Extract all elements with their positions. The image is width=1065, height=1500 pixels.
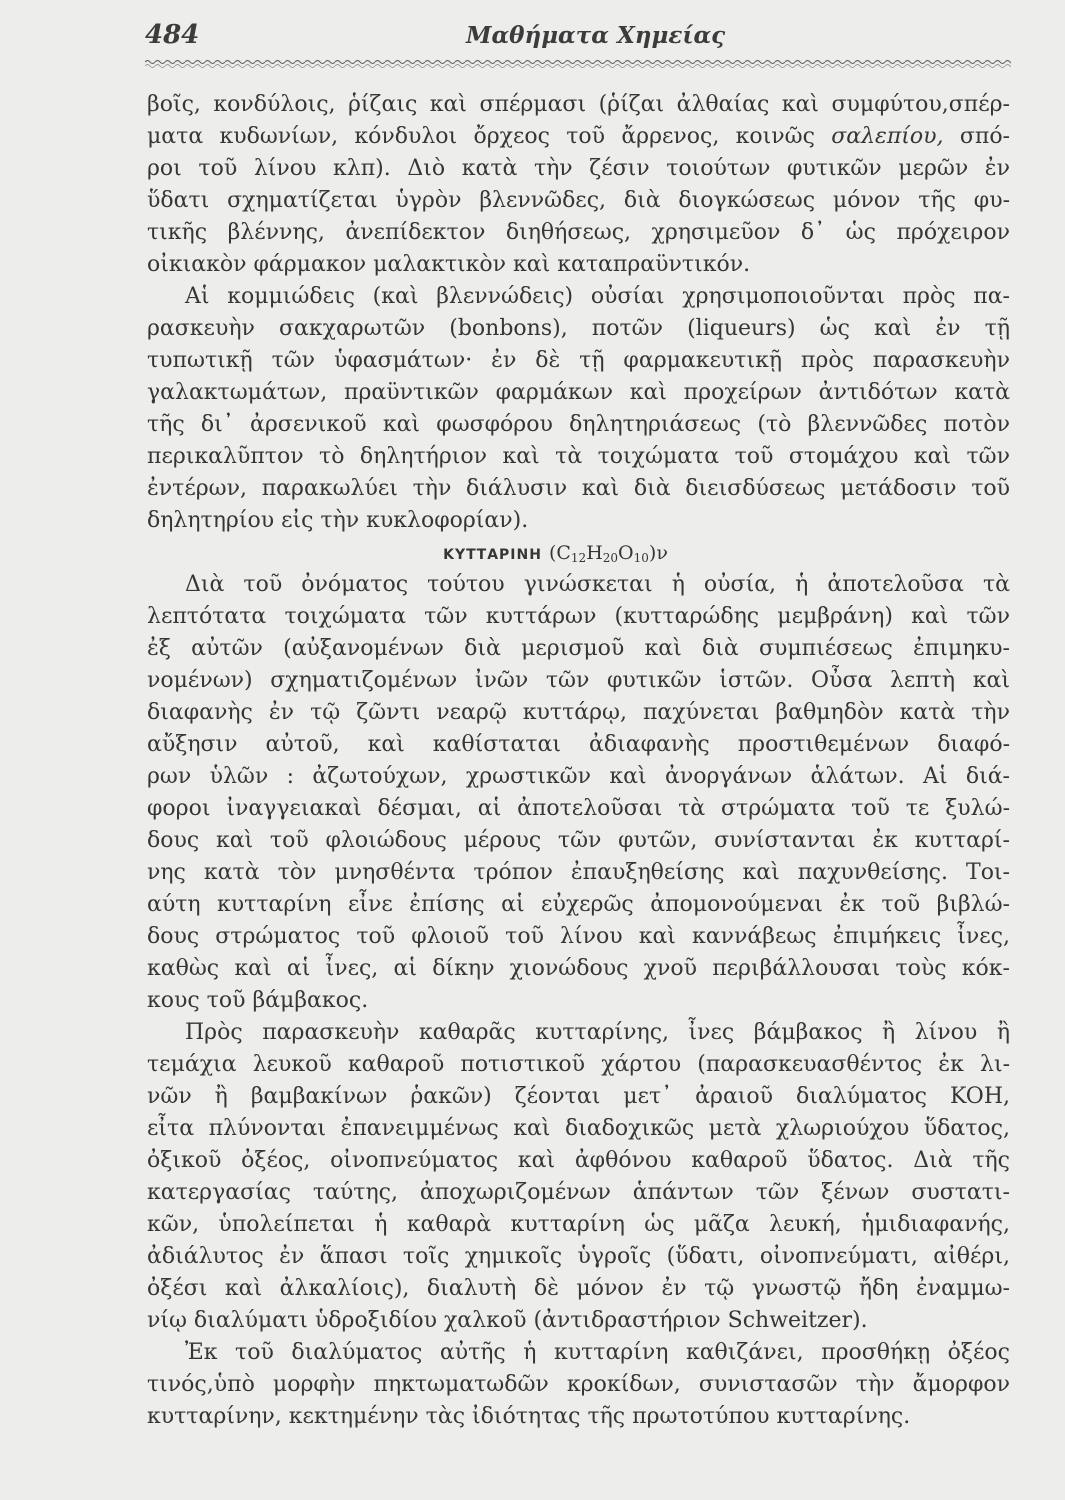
paragraph-1: [147, 89, 1010, 281]
formula-part: )ν: [648, 542, 668, 564]
text-line: κῶν, ὑπολείπεται ἡ καθαρὰ κυτταρίνη ὡς μᾶζα λευκή, ἡμιδιαφανής,: [147, 1212, 1010, 1237]
text-line: τυπωτικῇ τῶν ὑφασμάτων· ἐν δὲ τῇ φαρμακευτικῇ πρὸς παρασκευὴν: [147, 348, 1010, 373]
formula-part: O: [618, 542, 634, 564]
text-line: βοῖς, κονδύλοις, ῥίζαις καὶ σπέρμασι (ῥίζαι ἀλθαίας καὶ συμφύτου,σπέρ-: [147, 92, 1010, 117]
text-line: ρασκευὴν σακχαρωτῶν (bonbons), ποτῶν (liqueurs) ὡς καὶ ἐν τῇ: [147, 316, 1010, 341]
text-line: ἐξ αὐτῶν (αὐξανομένων διὰ μερισμοῦ καὶ διὰ συμπιέσεως ἐπιμηκυ-: [147, 636, 1010, 661]
paragraph-2: [147, 281, 1010, 537]
section-heading: [147, 537, 1010, 569]
formula-part: (C: [548, 542, 571, 564]
text-line: αύτη κυτταρίνη εἶνε ἐπίσης αἱ εὐχερῶς ἀπομονούμεναι ἐκ τοῦ βιβλώ-: [147, 892, 1010, 917]
text-line: ροι τοῦ λίνου κλπ). Διὸ κατὰ τὴν ζέσιν τοιούτων φυτικῶν μερῶν ἐν: [147, 156, 1010, 181]
text-line: εἶτα πλύνονται ἐπανειμμένως καὶ διαδοχικῶς μετὰ χλωριούχου ὕδατος,: [147, 1116, 1010, 1141]
text-line: περικαλῦπτον τὸ δηλητήριον καὶ τὰ τοιχώματα τοῦ στομάχου καὶ τῶν: [147, 444, 1010, 469]
text-line: ἐντέρων, παρακωλύει τὴν διάλυσιν καὶ διὰ διεισδύσεως μετάδοσιν τοῦ: [147, 476, 1010, 501]
chemical-formula: [549, 542, 668, 564]
text-line: Διὰ τοῦ ὀνόματος τούτου γινώσκεται ἡ οὐσία, ἡ ἀποτελοῦσα τὰ: [185, 572, 1010, 597]
text-line: αὔξησιν αὐτοῦ, καὶ καθίσταται ἀδιαφανὴς προστιθεμένων διαφό-: [147, 732, 1010, 757]
formula-part: H: [586, 542, 603, 564]
page-number: 484: [145, 20, 200, 50]
text-line: κατεργασίας ταύτης, ἀποχωριζομένων ἁπάντων τῶν ξένων συστατι-: [147, 1180, 1010, 1205]
text-line: νῶν ἢ βαμβακίνων ῥακῶν) ζέονται μετ᾽ ἀραιοῦ διαλύματος KOH,: [147, 1084, 1010, 1109]
text-line: νίῳ διαλύματι ὑδροξιδίου χαλκοῦ (ἀντιδραστήριον Schweitzer).: [147, 1308, 868, 1333]
text-line: [147, 121, 1010, 153]
formula-subscript: 20: [602, 551, 619, 565]
text-line: Αἱ κομμιώδεις (καὶ βλεννώδεις) οὐσίαι χρησιμοποιοῦνται πρὸς πα-: [185, 284, 1010, 309]
page-body: [147, 89, 1010, 1433]
paragraph-3: [147, 569, 1010, 1017]
text-segment: ματα κυδωνίων, κόνδυλοι ὄρχεος τοῦ ἄρρενος, κοινῶς: [147, 124, 832, 149]
running-title: Μαθήματα Χημείας: [466, 22, 726, 49]
paragraph-5: [147, 1337, 1010, 1433]
text-line: καθὼς καὶ αἱ ἶνες, αἱ δίκην χιονώδους χνοῦ περιβάλλουσαι τοὺς κόκ-: [147, 956, 1010, 981]
text-line: ρων ὑλῶν : ἀζωτούχων, χρωστικῶν καὶ ἀνοργάνων ἁλάτων. Αἱ διά-: [147, 764, 1010, 789]
text-line: τῆς δι᾽ ἀρσενικοῦ καὶ φωσφόρου δηλητηριάσεως (τὸ βλεννῶδες ποτὸν: [147, 412, 1010, 437]
text-line: νομένων) σχηματιζομένων ἰνῶν τῶν φυτικῶν ἱστῶν. Οὖσα λεπτὴ καὶ: [147, 668, 1010, 693]
text-line: νης κατὰ τὸν μνησθέντα τρόπον ἐπαυξηθείσης καὶ παχυνθείσης. Τοι-: [147, 860, 1010, 885]
text-line: οἰκιακὸν φάρμακον μαλακτικὸν καὶ καταπραϋντικόν.: [147, 252, 751, 277]
text-line: δους καὶ τοῦ φλοιώδους μέρους τῶν φυτῶν, συνίστανται ἐκ κυτταρί-: [147, 828, 1010, 853]
text-line: ὀξικοῦ ὀξέος, οἰνοπνεύματος καὶ ἀφθόνου καθαροῦ ὕδατος. Διὰ τῆς: [147, 1148, 1010, 1173]
text-line: δους στρώματος τοῦ φλοιοῦ τοῦ λίνου καὶ καννάβεως ἐπιμήκεις ἶνες,: [147, 924, 1010, 949]
text-line: κυτταρίνην, κεκτημένην τὰς ἰδιότητας τῆς πρωτοτύπου κυτταρίνης.: [147, 1404, 911, 1429]
text-line: ἀδιάλυτος ἐν ἅπασι τοῖς χημικοῖς ὑγροῖς (ὕδατι, οἰνοπνεύματι, αἰθέρι,: [147, 1244, 1010, 1269]
text-line: τεμάχια λευκοῦ καθαροῦ ποτιστικοῦ χάρτου (παρασκευασθέντος ἐκ λι-: [147, 1052, 1010, 1077]
text-line: κους τοῦ βάμβακος.: [147, 988, 369, 1013]
section-heading-title: ΚΥΤΤΑΡΙΝΗ: [443, 547, 542, 563]
formula-subscript: 12: [570, 551, 587, 565]
text-line: διαφανὴς ἐν τῷ ζῶντι νεαρῷ κυττάρῳ, παχύνεται βαθμηδὸν κατὰ τὴν: [147, 700, 1010, 725]
text-line: Ἐκ τοῦ διαλύματος αὐτῆς ἡ κυτταρίνη καθιζάνει, προσθήκῃ ὀξέος: [185, 1340, 1010, 1365]
paragraph-4: [147, 1017, 1010, 1337]
formula-subscript: 10: [633, 551, 649, 565]
text-line: λεπτότατα τοιχώματα τῶν κυττάρων (κυτταρώδης μεμβράνη) καὶ τῶν: [147, 604, 1010, 629]
text-line: τινός,ὑπὸ μορφὴν πηκτωματωδῶν κροκίδων, συνιστασῶν τὴν ἄμορφον: [147, 1372, 1010, 1397]
text-segment: σπό-: [943, 124, 1010, 149]
italic-term: σαλεπίου,: [831, 124, 944, 149]
text-line: ὀξέσι καὶ ἀλκαλίοις), διαλυτὴ δὲ μόνον ἐν τῷ γνωστῷ ἤδη ἐναμμω-: [147, 1276, 1010, 1301]
text-line: τικῆς βλέννης, ἀνεπίδεκτον διηθήσεως, χρησιμεῦον δ᾽ ὡς πρόχειρον: [147, 220, 1010, 245]
text-line: φοροι ἰναγγειακαὶ δέσμαι, αἱ ἀποτελοῦσαι τὰ στρώματα τοῦ τε ξυλώ-: [147, 796, 1010, 821]
header-wavy-rule: [145, 57, 1011, 71]
text-line: ὕδατι σχηματίζεται ὑγρὸν βλεννῶδες, διὰ διογκώσεως μόνον τῆς φυ-: [147, 188, 1010, 213]
text-line: δηλητηρίου εἰς τὴν κυκλοφορίαν).: [147, 508, 529, 533]
text-line: γαλακτωμάτων, πραϋντικῶν φαρμάκων καὶ προχείρων ἀντιδότων κατὰ: [147, 380, 1010, 405]
text-line: Πρὸς παρασκευὴν καθαρᾶς κυτταρίνης, ἶνες βάμβακος ἢ λίνου ἢ: [185, 1020, 1010, 1045]
